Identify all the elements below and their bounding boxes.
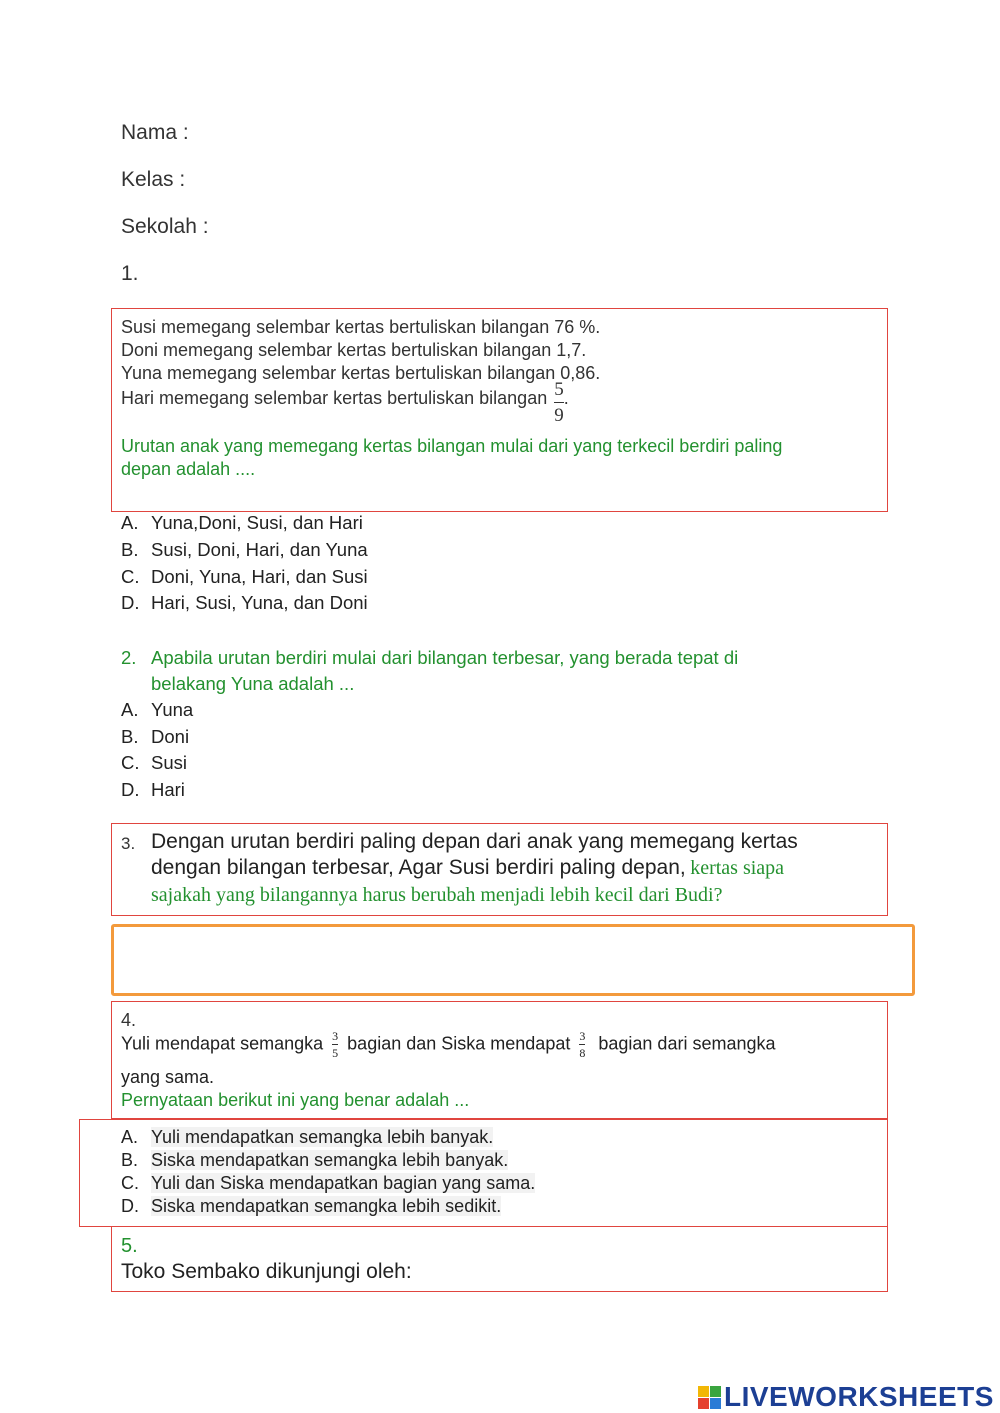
fraction-3-8: $\frac{3}{8}$ bbox=[579, 1029, 586, 1060]
question-5-number: 5. bbox=[121, 1235, 138, 1257]
q1-option-c[interactable]: C. Doni, Yuna, Hari, dan Susi bbox=[121, 566, 368, 587]
q4-option-d[interactable]: D. Siska mendapatkan semangka lebih sedikit. bbox=[121, 1196, 502, 1216]
q1-option-d[interactable]: D. Hari, Susi, Yuna, dan Doni bbox=[121, 592, 368, 613]
question-4-line1 bbox=[121, 1030, 776, 1059]
q2-option-b[interactable]: B. Doni bbox=[121, 726, 190, 747]
liveworksheets-logo-text: LIVEWORKSHEETS bbox=[724, 1381, 994, 1412]
question-3-line1: Dengan urutan berdiri paling depan dari anak yang memegang kertas bbox=[151, 830, 798, 853]
question-3-line2-black: dengan bilangan terbesar, Agar Susi berdiri paling depan, bbox=[151, 856, 686, 879]
question-1-line4-prefix: Hari memegang selembar kertas bertuliskan bilangan bbox=[121, 388, 548, 408]
question-1-line3: Yuna memegang selembar kertas bertuliskan bilangan 0,86. bbox=[121, 363, 601, 383]
q2-option-a[interactable]: A. Yuna bbox=[121, 699, 194, 720]
question-4-prompt: Pernyataan berikut ini yang benar adalah ... bbox=[121, 1090, 470, 1110]
question-4-text3: bagian dari semangka bbox=[598, 1033, 776, 1054]
q2-option-d[interactable]: D. Hari bbox=[121, 779, 185, 800]
question-1-number: 1. bbox=[121, 262, 139, 285]
question-2-line2: belakang Yuna adalah ... bbox=[151, 673, 355, 694]
sekolah-label: Sekolah : bbox=[121, 215, 209, 238]
question-1-prompt-line2: depan adalah .... bbox=[121, 459, 256, 479]
liveworksheets-logo-icon bbox=[698, 1386, 721, 1409]
fraction-denominator: 9 bbox=[554, 405, 564, 426]
question-1-line4 bbox=[121, 380, 569, 425]
question-5-text: Toko Sembako dikunjungi oleh: bbox=[121, 1260, 412, 1283]
question-4-number: 4. bbox=[121, 1010, 137, 1030]
question-4-text2: bagian dan Siska mendapat bbox=[347, 1033, 571, 1054]
question-1-line2: Doni memegang selembar kertas bertuliskan bilangan 1,7. bbox=[121, 340, 587, 360]
question-3-line3: sajakah yang bilangannya harus berubah menjadi lebih kecil dari Budi? bbox=[151, 884, 723, 906]
question-2-line1: Apabila urutan berdiri mulai dari bilangan terbesar, yang berada tepat di bbox=[151, 647, 739, 668]
fraction-numerator: 5 bbox=[554, 379, 564, 400]
question-3-answer-input[interactable] bbox=[111, 924, 915, 996]
liveworksheets-logo bbox=[698, 1381, 994, 1413]
question-1-prompt-line1: Urutan anak yang memegang kertas bilangan mulai dari yang terkecil berdiri paling bbox=[121, 436, 783, 456]
question-4-line2: yang sama. bbox=[121, 1067, 215, 1087]
q1-option-a[interactable]: A. Yuna,Doni, Susi, dan Hari bbox=[121, 512, 363, 533]
question-3-line2-green: kertas siapa bbox=[690, 857, 785, 879]
question-2-number: 2. bbox=[121, 647, 137, 668]
fraction-3-5: $\frac{3}{5}$ bbox=[332, 1029, 339, 1060]
question-1-line4-suffix: . bbox=[563, 388, 569, 408]
kelas-label: Kelas : bbox=[121, 168, 186, 191]
fraction-5-9 bbox=[554, 380, 564, 425]
q1-option-b[interactable]: B. Susi, Doni, Hari, dan Yuna bbox=[121, 539, 368, 560]
nama-label: Nama : bbox=[121, 121, 189, 144]
q4-option-b[interactable]: B. Siska mendapatkan semangka lebih banyak. bbox=[121, 1150, 509, 1170]
q4-option-c[interactable]: C. Yuli dan Siska mendapatkan bagian yang sama. bbox=[121, 1173, 536, 1193]
question-3-number: 3. bbox=[121, 834, 136, 853]
question-3-line2 bbox=[151, 856, 784, 880]
question-1-line1: Susi memegang selembar kertas bertuliskan bilangan 76 %. bbox=[121, 317, 601, 337]
q4-option-a[interactable]: A. Yuli mendapatkan semangka lebih banyak. bbox=[121, 1127, 494, 1147]
q2-option-c[interactable]: C. Susi bbox=[121, 752, 187, 773]
question-4-text1: Yuli mendapat semangka bbox=[121, 1033, 324, 1054]
